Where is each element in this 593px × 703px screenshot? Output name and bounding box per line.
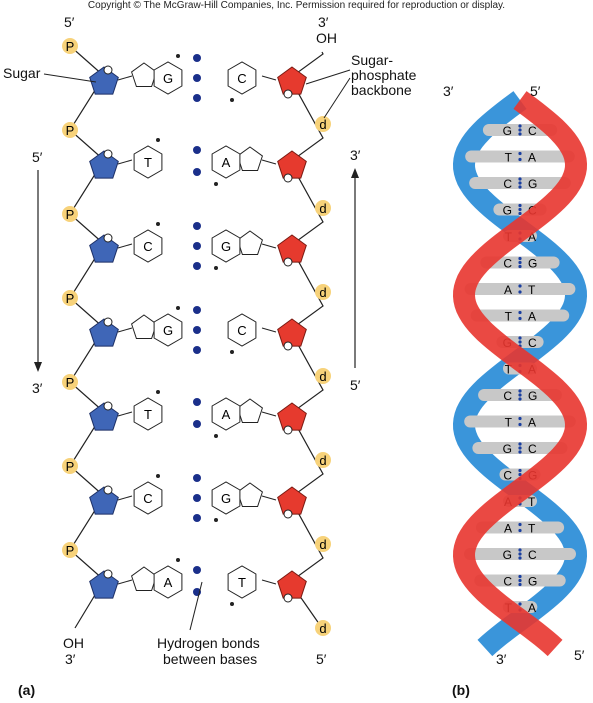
helix-base-right: A: [528, 309, 537, 324]
helix-base-left: C: [503, 177, 512, 191]
phosphate-left-label: P: [65, 123, 75, 138]
glycosidic-bond-left: [118, 244, 132, 248]
hydrogen-bond-dot: [193, 346, 201, 354]
base-right-atom: [214, 182, 218, 186]
phosphate-right-label: d: [319, 201, 327, 216]
helix-hbond-dot: [518, 389, 521, 392]
top-right-3prime: 3′: [318, 14, 329, 30]
helix-base-right: G: [528, 177, 538, 191]
base-left-letter: T: [144, 407, 152, 422]
base-left-atom: [156, 138, 160, 142]
base-right-pentagon: [238, 399, 263, 423]
glycosidic-bond-right: [262, 244, 276, 248]
helix-hbond-dot: [518, 158, 521, 161]
base-right-pentagon: [238, 231, 263, 255]
helix-base-right: C: [528, 336, 537, 350]
base-left-letter: T: [144, 155, 152, 170]
glycosidic-bond-left: [118, 580, 132, 584]
helix-hbond-dot: [518, 529, 521, 532]
base-right-pentagon: [238, 483, 263, 507]
hydrogen-bond-dot: [193, 222, 201, 230]
helix-hbond-dot: [518, 450, 521, 453]
helix-base-pair-12: [464, 416, 576, 430]
top-left-5prime: 5′: [64, 14, 75, 30]
hydrogen-bond-dot: [193, 514, 201, 522]
helix-top-3prime: 3′: [443, 83, 454, 99]
deoxyribose-sugar-right: [278, 67, 307, 94]
helix-base-left: G: [502, 336, 512, 350]
hydrogen-bond-dot: [193, 74, 201, 82]
helix-base-pair-2: [465, 151, 575, 165]
helix-base-left: A: [503, 521, 512, 536]
helix-hbond-dot: [518, 181, 521, 184]
helix-bottom-3prime: 3′: [496, 651, 507, 667]
helix-base-left: C: [503, 256, 512, 271]
helix-base-left: G: [502, 124, 512, 138]
hydrogen-bond-dot: [193, 566, 201, 574]
base-left-letter: A: [163, 575, 173, 590]
helix-hbond-dot: [518, 284, 521, 287]
helix-base-left: C: [503, 389, 512, 403]
helix-base-pair-7: [465, 283, 576, 297]
helix-hbond-dot: [518, 583, 521, 586]
helix-hbond-dot: [518, 185, 521, 188]
phosphate-left-label: P: [65, 459, 75, 474]
helix-base-left: C: [503, 468, 512, 483]
sugar-oxygen-left: [104, 318, 112, 326]
bottom-right-5prime: 5′: [316, 651, 327, 667]
helix-base-left: T: [504, 362, 512, 377]
sugar-oxygen-left: [104, 570, 112, 578]
base-left-letter: G: [162, 323, 174, 338]
hydrogen-bond-dot: [193, 494, 201, 502]
phosphate-right-label: d: [319, 285, 327, 300]
helix-base-right: A: [528, 415, 537, 430]
helix-hbond-dot: [518, 261, 521, 264]
left-strand-3prime: 3′: [32, 380, 43, 396]
sugar-oxygen-left: [104, 486, 112, 494]
helix-top-5prime: 5′: [530, 83, 541, 99]
panel-b-label: (b): [452, 682, 470, 698]
hbond-label-1: Hydrogen bonds: [157, 635, 260, 651]
glycosidic-bond-right: [262, 580, 276, 584]
helix-base-right: T: [528, 283, 536, 297]
base-right-pentagon: [238, 147, 263, 171]
deoxyribose-sugar-right: [278, 151, 307, 178]
helix-hbond-dot: [518, 128, 521, 131]
backbone-label-3: backbone: [351, 82, 412, 98]
panel-a-label: (a): [18, 682, 36, 698]
helix-hbond-dot: [518, 523, 521, 526]
glycosidic-bond-right: [262, 76, 276, 80]
helix-base-right: G: [528, 574, 538, 589]
helix-hbond-dot: [518, 152, 521, 155]
right-strand-3prime: 3′: [350, 147, 361, 163]
helix-hbond-dot: [518, 340, 521, 343]
left-strand-5prime: 5′: [32, 149, 43, 165]
phosphate-right-label: d: [319, 369, 327, 384]
phosphate-left-label: P: [65, 39, 75, 54]
glycosidic-bond-right: [262, 412, 276, 416]
sugar-oxygen-left: [104, 150, 112, 158]
base-right-letter: G: [220, 239, 232, 254]
helix-base-right: T: [528, 495, 536, 509]
helix-hbond-dot: [518, 311, 521, 314]
hydrogen-bond-dot: [193, 54, 201, 62]
phosphate-left-label: P: [65, 291, 75, 306]
helix-hbond-dot: [518, 417, 521, 420]
helix-base-right: C: [528, 548, 537, 562]
helix-hbond-dot: [518, 575, 521, 578]
helix-base-left: G: [502, 442, 512, 456]
base-left-pentagon: [132, 567, 157, 591]
helix-base-left: T: [504, 415, 512, 430]
base-pair-row-2: [62, 122, 331, 216]
helix-hbond-dot: [518, 208, 521, 211]
base-left-pentagon: [132, 63, 157, 87]
base-left-atom: [176, 558, 180, 562]
helix-hbond-dot: [518, 265, 521, 268]
sugar-label: Sugar: [3, 65, 41, 81]
backbone-pointer-line-1: [306, 70, 350, 84]
helix-bottom-5prime: 5′: [574, 647, 585, 663]
sugar-oxygen-right: [284, 174, 292, 182]
helix-hbond-dot: [518, 423, 521, 426]
base-left-atom: [156, 390, 160, 394]
helix-hbond-dot: [518, 469, 521, 472]
backbone-pointer-line-2: [324, 78, 350, 118]
helix-base-right: A: [528, 362, 537, 377]
hydrogen-bond-dot: [193, 262, 201, 270]
base-right-atom: [230, 98, 234, 102]
sugar-oxygen-right: [284, 342, 292, 350]
helix-base-left: G: [502, 203, 512, 218]
helix-hbond-dot: [518, 317, 521, 320]
base-left-atom: [176, 54, 180, 58]
base-right-letter: C: [237, 323, 247, 338]
glycosidic-bond-left: [118, 412, 132, 416]
hydrogen-bond-dot: [193, 168, 201, 176]
sugar-oxygen-right: [284, 90, 292, 98]
backbone-label-1: Sugar-: [351, 52, 394, 68]
glycosidic-bond-left: [118, 496, 132, 500]
base-pair-row-3: [62, 206, 331, 300]
base-right-atom: [230, 602, 234, 606]
base-right-letter: A: [221, 407, 231, 422]
hydrogen-bond-dot: [193, 306, 201, 314]
hbond-label-2: between bases: [163, 651, 258, 667]
helix-hbond-dot: [518, 124, 521, 127]
base-right-atom: [214, 266, 218, 270]
right-direction-arrowhead: [351, 168, 359, 178]
helix-hbond-dot: [518, 212, 521, 215]
glycosidic-bond-right: [262, 160, 276, 164]
glycosidic-bond-left: [118, 76, 132, 80]
helix-hbond-dot: [518, 132, 521, 135]
bottom-left-3prime: 3′: [65, 651, 76, 667]
helix-base-right: T: [528, 521, 536, 536]
sugar-oxygen-right: [284, 510, 292, 518]
hydrogen-bond-dot: [193, 420, 201, 428]
sugar-oxygen-right: [284, 426, 292, 434]
deoxyribose-sugar-right: [278, 403, 307, 430]
helix-base-pair-17: [464, 548, 576, 562]
helix-base-left: G: [502, 548, 512, 562]
helix-base-left: A: [503, 283, 512, 297]
copyright-notice: Copyright © The McGraw-Hill Companies, Inc. Permission required for reproduction or display.: [87, 0, 506, 11]
hydrogen-bond-dot: [193, 146, 201, 154]
helix-hbond-dot: [518, 602, 521, 605]
sugar-pointer-line: [44, 74, 96, 82]
base-right-letter: T: [238, 575, 246, 590]
glycosidic-bond-left: [118, 328, 132, 332]
deoxyribose-sugar-right: [278, 487, 307, 514]
base-right-letter: C: [237, 71, 247, 86]
hydrogen-bond-dot: [193, 242, 201, 250]
helix-hbond-dot: [518, 393, 521, 396]
helix-hbond-dot: [518, 204, 521, 207]
glycosidic-bond-right: [262, 328, 276, 332]
helix-hbond-dot: [518, 556, 521, 559]
base-right-atom: [230, 350, 234, 354]
right-strand-5prime: 5′: [350, 377, 361, 393]
phosphate-left-label: P: [65, 543, 75, 558]
phosphate-left-label: P: [65, 375, 75, 390]
base-left-letter: G: [162, 71, 174, 86]
base-pair-row-5: [62, 374, 331, 468]
hydrogen-bond-dot: [193, 398, 201, 406]
helix-hbond-dot: [518, 177, 521, 180]
backbone-label-2: phosphate: [351, 67, 417, 83]
deoxyribose-sugar-right: [278, 319, 307, 346]
sugar-oxygen-left: [104, 234, 112, 242]
base-left-letter: C: [143, 491, 153, 506]
helix-hbond-dot: [518, 290, 521, 293]
phosphate-right-label: d: [319, 453, 327, 468]
helix-base-left: C: [503, 574, 512, 589]
base-right-letter: A: [221, 155, 231, 170]
base-right-atom: [214, 434, 218, 438]
base-pair-row-4: [62, 290, 331, 384]
helix-hbond-dot: [518, 579, 521, 582]
helix-base-left: T: [504, 601, 512, 615]
helix-base-left: T: [504, 309, 512, 324]
sugar-oxygen-left: [104, 66, 112, 74]
left-direction-arrowhead: [34, 362, 42, 372]
helix-base-right: G: [528, 468, 538, 483]
phosphate-right-label: d: [319, 117, 327, 132]
helix-base-right: C: [528, 203, 537, 218]
base-pair-row-6: [62, 458, 331, 552]
deoxyribose-sugar-right: [278, 235, 307, 262]
helix-base-right: C: [528, 124, 537, 138]
phosphate-right-label: d: [319, 621, 327, 636]
deoxyribose-sugar-right: [278, 571, 307, 598]
helix-hbond-dot: [518, 257, 521, 260]
helix-base-right: G: [528, 389, 538, 403]
helix-hbond-dot: [518, 442, 521, 445]
bottom-left-oh: OH: [63, 635, 84, 651]
top-right-oh: OH: [316, 30, 337, 46]
helix-base-right: A: [528, 601, 537, 615]
glycosidic-bond-left: [118, 160, 132, 164]
base-right-letter: G: [220, 491, 232, 506]
helix-base-right: G: [528, 256, 538, 271]
sugar-oxygen-right: [284, 594, 292, 602]
phosphate-left-label: P: [65, 207, 75, 222]
helix-base-right: A: [528, 150, 537, 165]
base-left-pentagon: [132, 315, 157, 339]
sugar-oxygen-right: [284, 258, 292, 266]
base-left-atom: [156, 222, 160, 226]
glycosidic-bond-right: [262, 496, 276, 500]
base-pair-row-7: [62, 542, 331, 636]
base-right-atom: [214, 518, 218, 522]
sugar-oxygen-left: [104, 402, 112, 410]
helix-base-right: C: [528, 442, 537, 456]
helix-hbond-dot: [518, 548, 521, 551]
hydrogen-bond-dot: [193, 474, 201, 482]
helix-base-left: T: [504, 150, 512, 165]
hydrogen-bond-dot: [193, 94, 201, 102]
helix-base-left: A: [503, 495, 512, 509]
base-pair-row-1: [62, 38, 331, 132]
helix-hbond-dot: [518, 446, 521, 449]
helix-base-left: T: [504, 230, 512, 244]
base-left-atom: [176, 306, 180, 310]
hydrogen-bond-dot: [193, 326, 201, 334]
phosphate-right-label: d: [319, 537, 327, 552]
helix-base-right: A: [528, 230, 537, 244]
helix-hbond-dot: [518, 336, 521, 339]
helix-hbond-dot: [518, 552, 521, 555]
helix-hbond-dot: [518, 397, 521, 400]
base-left-letter: C: [143, 239, 153, 254]
base-left-atom: [156, 474, 160, 478]
